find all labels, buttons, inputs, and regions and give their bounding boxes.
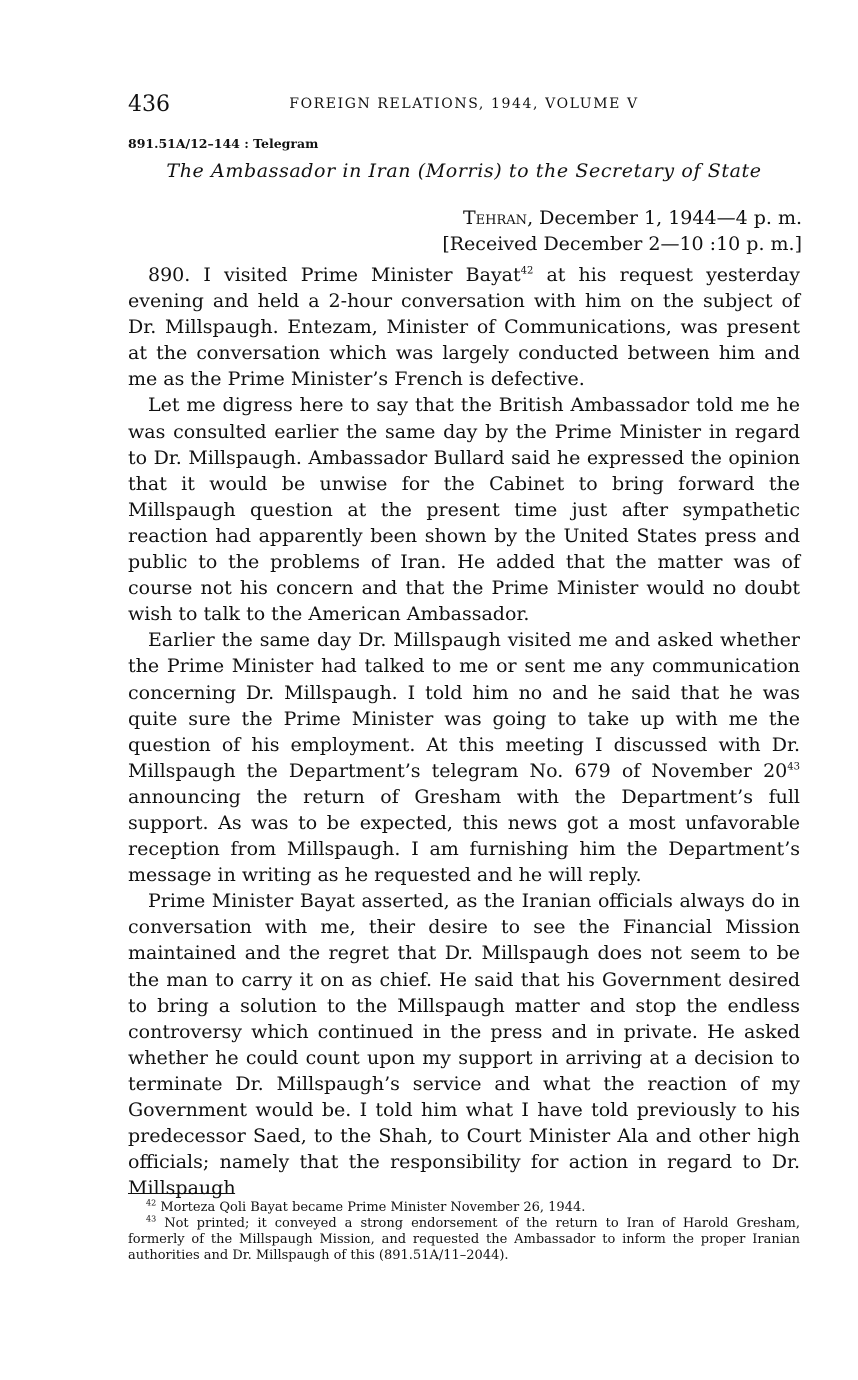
paragraph-text: Earlier the same day Dr. Millspaugh visited me and asked whether the Prime Minister had talked to me or sent me any communication concerning Dr. Millspaugh. I told him no and he said that he was quite sure the Prime Minister was going to take up with me the question of his employment. At this meeting I discussed with Dr. Millspaugh the Department’s telegram No. 679 of November 20 xyxy=(128,629,800,782)
paragraph-text: announcing the return of Gresham with the Department’s full support. As was to be expected, this news got a most unfavorable reception from Millspaugh. I am furnishing him the Department’s message in writing as he requested and he will reply. xyxy=(128,785,800,887)
file-reference: 891.51A/12–144 : Telegram xyxy=(128,136,319,151)
paragraph xyxy=(128,627,800,888)
telegram-body xyxy=(128,262,800,1201)
footnote-mark: 43 xyxy=(146,1214,157,1224)
paragraph-text: 890. I visited Prime Minister Bayat xyxy=(148,264,521,286)
footnote-text: Morteza Qoli Bayat became Prime Minister November 26, 1944. xyxy=(160,1200,586,1215)
dateline-date: , December 1, 1944—4 p. m. xyxy=(527,207,802,229)
paragraph: Let me digress here to say that the British Ambassador told me he was consulted earlier the same day by the Prime Minister in regard to Dr. Millspaugh. Ambassador Bullard said he expressed the opinion that it would be unwise for the Cabinet to bring forward the Millspaugh question at the present time just after sympathetic reaction had apparently been shown by the United States press and public to the problems of Iran. He added that the matter was of course not his concern and that the Prime Minister would no doubt wish to talk to the American Ambassador. xyxy=(128,394,800,626)
footnote xyxy=(128,1216,800,1264)
footnote xyxy=(128,1200,800,1216)
page-number: 436 xyxy=(128,92,170,117)
paragraph xyxy=(128,262,800,392)
footnote-reference: 42 xyxy=(520,265,534,277)
paragraph: Prime Minister Bayat asserted, as the Iranian officials always do in conversation with me, their desire to see the Financial Mission maintained and the regret that Dr. Millspaugh does not seem to be the man to carry it on as chief. He said that his Government desired to bring a solution to the Millspaugh matter and stop the endless controversy which continued in the press and in private. He asked whether he could count upon my support in arriving at a decision to terminate Dr. Millspaugh’s service and what the reaction of my Government would be. I told him what I have told previously to his predecessor Saed, to the Shah, to Court Minister Ala and other high officials; namely that the responsibility for action in regard to Dr. Millspaugh xyxy=(128,890,800,1200)
received-line: [Received December 2—10 :10 p. m.] xyxy=(442,233,802,255)
running-head xyxy=(128,92,800,122)
footnote-divider xyxy=(128,1193,234,1194)
footnote-text: Not printed; it conveyed a strong endorsement of the return to Iran of Harold Gresham, formerly of the Millspaugh Mission, and requested the Ambassador to inform the proper Iranian authorities and Dr. Millspaugh of this (891.51A/11–2044). xyxy=(128,1216,800,1263)
footnote-reference: 43 xyxy=(787,761,800,773)
dateline-place: Tehran xyxy=(463,207,528,229)
document-heading: The Ambassador in Iran (Morris) to the Secretary of State xyxy=(166,160,762,182)
dateline xyxy=(463,207,802,229)
running-title: FOREIGN RELATIONS, 1944, VOLUME V xyxy=(289,96,639,112)
footnote-mark: 42 xyxy=(146,1198,157,1208)
paragraph-text: at his request yesterday evening and held a 2-hour conversation with him on the subject of Dr. Millspaugh. Entezam, Minister of Communications, was present at the conversation which was largely conducted between him and me as the Prime Minister’s French is defective. xyxy=(128,264,800,391)
footnotes xyxy=(128,1200,800,1264)
